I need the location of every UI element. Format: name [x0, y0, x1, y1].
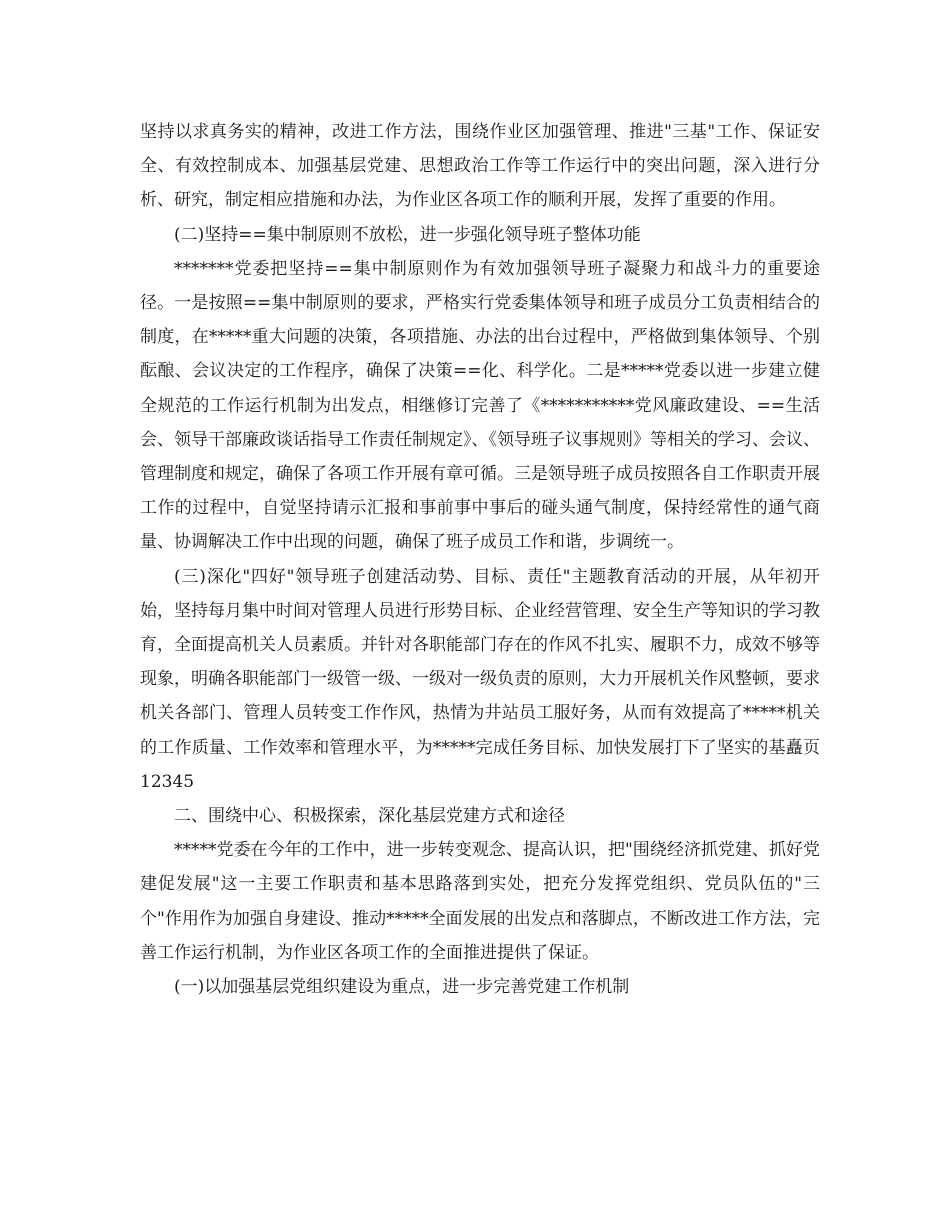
paragraph-4: (三)深化"四好"领导班子创建活动势、目标、责任"主题教育活动的开展，从年初开始，坚持每月集中时间对管理人员进行形势目标、企业经营管理、安全生产等知识的学习教育，全面提高机关人员素质。并针对各职能部门存在的作风不扎实、履职不力，成效不够等现象，明确各职能部门一级管一级、一级对一级负责的原则，大力开展机关作风整顿，要求机关各部门、管理人员转变工作作风，热情为井站员工服好务，从而有效提高了*****机关的工作质量、工作效率和管理水平，为*****完成任务目标、加快发展打下了坚实的基矗页 12345	[140, 566, 820, 792]
paragraph-3: *******党委把坚持==集中制原则作为有效加强领导班子凝聚力和战斗力的重要途径。一是按照==集中制原则的要求，严格实行党委集体领导和班子成员分工负责相结合的制度，在*****重大问题的决策，各项措施、办法的出台过程中，严格做到集体领导、个别酝酿、会议决定的工作程序，确保了决策==化、科学化。二是*****党委以进一步建立健全规范的工作运行机制为出发点，相继修订完善了《***********党风廉政建设、==生活会、领导干部廉政谈话指导工作责任制规定》、《领导班子议事规则》等相关的学习、会议、管理制度和规定，确保了各项工作开展有章可循。三是领导班子成员按照各自工作职责开展工作的过程中，自觉坚持请示汇报和事前事中事后的碰头通气制度，保持经常性的通气商量、协调解决工作中出现的问题，确保了班子成员工作和谐，步调统一。	[140, 258, 820, 553]
document-body	[140, 115, 820, 1004]
paragraph-6: *****党委在今年的工作中，进一步转变观念、提高认识，把"围绕经济抓党建、抓好党建促发展"这一主要工作职责和基本思路落到实处，把充分发挥党组织、党员队伍的"三个"作用作为加强自身建设、推动*****全面发展的出发点和落脚点，不断改进工作方法，完善工作运行机制，为作业区各项工作的全面推进提供了保证。	[140, 840, 820, 963]
paragraph-1: 坚持以求真务实的精神，改进工作方法，围绕作业区加强管理、推进"三基"工作、保证安全、有效控制成本、加强基层党建、思想政治工作等工作运行中的突出问题，深入进行分析、研究，制定相应措施和办法，为作业区各项工作的顺利开展，发挥了重要的作用。	[140, 122, 820, 211]
section-heading-7: (一)以加强基层党组织建设为重点，进一步完善党建工作机制	[174, 977, 630, 998]
section-heading-2: (二)坚持==集中制原则不放松，进一步强化领导班子整体功能	[174, 224, 641, 245]
section-heading-5: 二、围绕中心、积极探索，深化基层党建方式和途径	[174, 806, 565, 827]
